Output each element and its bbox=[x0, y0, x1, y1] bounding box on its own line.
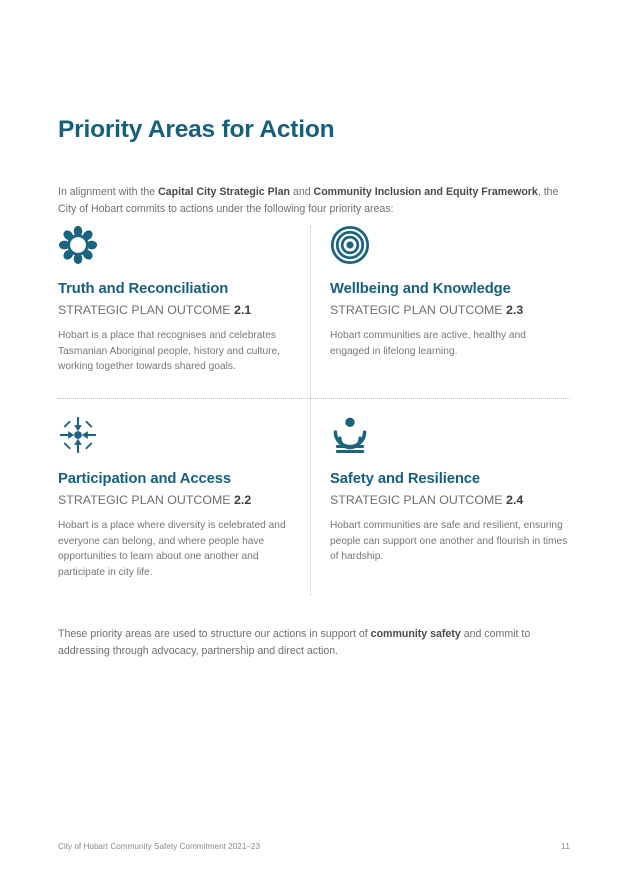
priority-area-title: Safety and Resilience bbox=[330, 471, 481, 487]
emphasis-text: Capital City Strategic Plan bbox=[158, 185, 290, 198]
person-shelter-icon bbox=[330, 415, 370, 455]
outcome-label: STRATEGIC PLAN OUTCOME bbox=[330, 302, 503, 317]
priority-area-body: Hobart is a place where diversity is celebrated and everyone can belong, and where people have opportunities to learn about one another and participate in city life. bbox=[58, 520, 286, 579]
outro-paragraph bbox=[58, 626, 570, 660]
converging-arrows-icon bbox=[58, 415, 98, 455]
plain-text: In alignment with the bbox=[58, 185, 159, 198]
priority-areas-grid bbox=[58, 225, 570, 595]
priority-area-participation-and-access bbox=[58, 415, 298, 581]
plain-text: and bbox=[289, 185, 314, 198]
priority-area-title: Truth and Reconciliation bbox=[58, 281, 229, 297]
emphasis-text: community safety bbox=[370, 627, 461, 640]
outcome-number: 2.2 bbox=[234, 492, 252, 507]
plain-text: and commit to addressing through advocacy, partnership and direct action. bbox=[58, 627, 531, 657]
page-title: Priority Areas for Action bbox=[58, 116, 335, 144]
priority-area-body: Hobart communities are active, healthy and engaged in lifelong learning. bbox=[330, 330, 526, 357]
priority-area-truth-and-reconciliation bbox=[58, 225, 298, 375]
priority-area-outcome bbox=[58, 303, 298, 319]
outcome-label: STRATEGIC PLAN OUTCOME bbox=[58, 492, 231, 507]
priority-area-body: Hobart communities are safe and resilient, ensuring people can support one another and flourish in times of hardship. bbox=[330, 520, 568, 563]
priority-area-title: Wellbeing and Knowledge bbox=[330, 281, 511, 297]
priority-area-outcome bbox=[58, 493, 298, 509]
outcome-label: STRATEGIC PLAN OUTCOME bbox=[330, 492, 503, 507]
priority-area-outcome bbox=[330, 493, 570, 509]
intro-paragraph bbox=[58, 184, 568, 218]
plain-text: These priority areas are used to structure our actions in support of bbox=[58, 627, 371, 640]
outcome-number: 2.4 bbox=[506, 492, 524, 507]
plain-text: , the City of Hobart commits to actions under the following four priority areas: bbox=[58, 185, 559, 215]
outcome-number: 2.1 bbox=[234, 302, 252, 317]
footer-page-number: 11 bbox=[561, 841, 570, 851]
concentric-circles-icon bbox=[330, 225, 370, 265]
priority-area-wellbeing-and-knowledge bbox=[330, 225, 570, 359]
page-footer bbox=[58, 841, 570, 851]
outcome-number: 2.3 bbox=[506, 302, 524, 317]
emphasis-text: Community Inclusion and Equity Framework bbox=[313, 185, 538, 198]
priority-area-safety-and-resilience bbox=[330, 415, 570, 565]
outcome-label: STRATEGIC PLAN OUTCOME bbox=[58, 302, 231, 317]
flower-rosette-icon bbox=[58, 225, 98, 265]
priority-area-title: Participation and Access bbox=[58, 471, 232, 487]
footer-text: City of Hobart Community Safety Commitment 2021–23 bbox=[58, 842, 261, 851]
priority-area-outcome bbox=[330, 303, 570, 319]
priority-area-body: Hobart is a place that recognises and celebrates Tasmanian Aboriginal people, history and culture, working together towards shared goals. bbox=[58, 330, 280, 373]
